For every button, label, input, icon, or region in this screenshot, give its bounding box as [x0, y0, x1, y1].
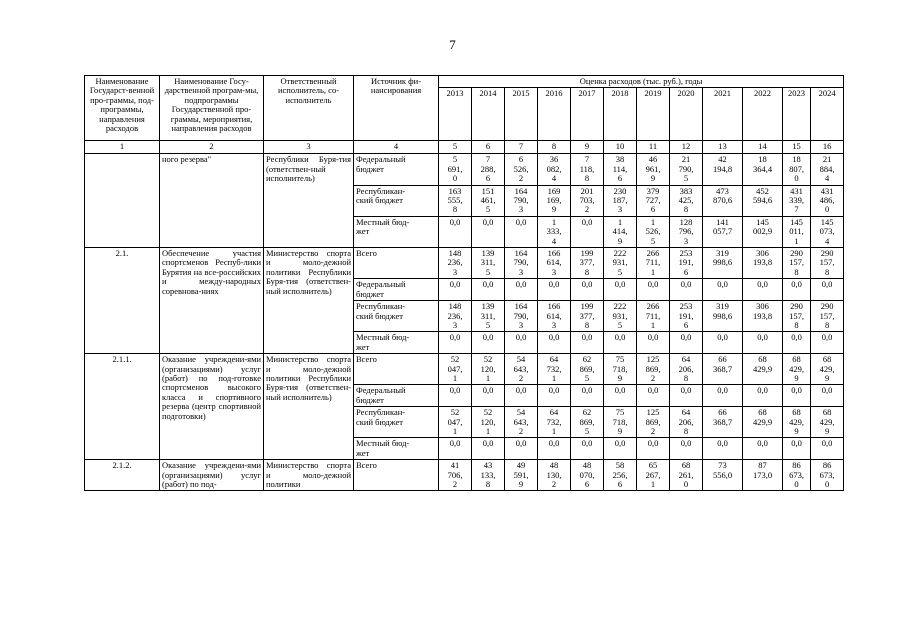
expense-value: 383 425, 8 [670, 185, 703, 216]
expense-value: 431 339, 7 [783, 185, 811, 216]
expense-value: 0,0 [538, 385, 571, 407]
item-name: Оказание учреждени-ями (организациями) услуг (работ) по под- [160, 460, 264, 491]
expense-value: 0,0 [637, 279, 670, 301]
expense-value: 222 931, 5 [604, 248, 637, 279]
expense-value: 62 869, 5 [571, 407, 604, 438]
year-header: 2013 [439, 88, 472, 141]
funding-source: Федеральный бюджет [354, 279, 439, 301]
expense-value: 0,0 [811, 385, 844, 407]
expense-value: 0,0 [604, 279, 637, 301]
item-executor: Министерство спорта и моло-дежной политики [264, 460, 354, 491]
column-index: 8 [538, 141, 571, 154]
expense-value: 68 429, 9 [811, 354, 844, 385]
year-header: 2016 [538, 88, 571, 141]
expense-value: 64 732, 1 [538, 407, 571, 438]
expense-value: 52 120, 1 [472, 354, 505, 385]
expense-value: 0,0 [783, 332, 811, 354]
expense-value: 43 133, 8 [472, 460, 505, 491]
expense-value: 0,0 [670, 279, 703, 301]
expense-value: 0,0 [783, 438, 811, 460]
expense-value: 21 790, 5 [670, 154, 703, 185]
expense-value: 0,0 [811, 279, 844, 301]
expense-value: 46 961, 9 [637, 154, 670, 185]
year-header: 2014 [472, 88, 505, 141]
expense-value: 431 486, 0 [811, 185, 844, 216]
expense-value: 64 732, 1 [538, 354, 571, 385]
expense-value: 0,0 [439, 216, 472, 247]
expense-value: 201 703, 2 [571, 185, 604, 216]
funding-source: Федеральный бюджет [354, 385, 439, 407]
expense-value: 7 118, 8 [571, 154, 604, 185]
item-code: 2.1.1. [85, 354, 160, 460]
column-index: 5 [439, 141, 472, 154]
year-header: 2015 [505, 88, 538, 141]
column-index: 6 [472, 141, 505, 154]
funding-source: Всего [354, 248, 439, 279]
expense-value: 125 869, 2 [637, 354, 670, 385]
column-index: 9 [571, 141, 604, 154]
expense-value: 0,0 [472, 332, 505, 354]
expense-value: 141 057,7 [703, 216, 743, 247]
expense-value: 0,0 [571, 279, 604, 301]
year-header: 2017 [571, 88, 604, 141]
expense-value: 52 047, 1 [439, 407, 472, 438]
funding-source: Местный бюд- жет [354, 216, 439, 247]
expense-value: 148 236, 3 [439, 301, 472, 332]
expense-value: 151 461, 5 [472, 185, 505, 216]
expense-value: 49 591, 9 [505, 460, 538, 491]
expense-value: 38 114, 6 [604, 154, 637, 185]
expense-value: 0,0 [637, 332, 670, 354]
expense-value: 145 002,9 [743, 216, 783, 247]
expense-value: 86 673, 0 [783, 460, 811, 491]
expense-value: 21 884, 4 [811, 154, 844, 185]
expense-value: 54 643, 2 [505, 354, 538, 385]
expense-value: 0,0 [811, 438, 844, 460]
expense-value: 222 931, 5 [604, 301, 637, 332]
header-funding-source: Источник фи-нансирования [354, 76, 439, 141]
expense-value: 1 333, 4 [538, 216, 571, 247]
expense-value: 58 256, 6 [604, 460, 637, 491]
expense-value: 290 157, 8 [811, 301, 844, 332]
item-executor: Министерство спорта и моло-дежной политики Республики Буря-тия (ответствен-ный исполнитель) [264, 248, 354, 354]
year-header: 2019 [637, 88, 670, 141]
expense-value: 139 311, 5 [472, 248, 505, 279]
table-row [85, 354, 844, 385]
funding-source: Всего [354, 354, 439, 385]
column-index: 12 [670, 141, 703, 154]
header-measure-name: Наименование Госу-дарственной програм-мы, подпрограммы Государственной про-граммы, мероприятия, направления расходов [160, 76, 264, 141]
funding-source: Республикан- ский бюджет [354, 185, 439, 216]
expense-value: 128 796, 3 [670, 216, 703, 247]
expense-value: 0,0 [505, 216, 538, 247]
expense-value: 125 869, 2 [637, 407, 670, 438]
expense-value: 42 194,8 [703, 154, 743, 185]
column-index: 14 [743, 141, 783, 154]
expense-value: 0,0 [743, 279, 783, 301]
item-name: ного резерва" [160, 154, 264, 248]
expense-value: 0,0 [604, 332, 637, 354]
column-index: 4 [354, 141, 439, 154]
year-header: 2023 [783, 88, 811, 141]
expense-value: 68 429, 9 [783, 407, 811, 438]
column-index: 1 [85, 141, 160, 154]
expense-value: 73 556,0 [703, 460, 743, 491]
expense-value: 68 429, 9 [811, 407, 844, 438]
expense-value: 0,0 [783, 385, 811, 407]
expense-value: 473 870,6 [703, 185, 743, 216]
expense-value: 87 173,0 [743, 460, 783, 491]
item-code: 2.1.2. [85, 460, 160, 491]
expense-value: 0,0 [637, 385, 670, 407]
expense-value: 52 047, 1 [439, 354, 472, 385]
expense-value: 0,0 [703, 385, 743, 407]
expense-value: 319 998,6 [703, 248, 743, 279]
expense-value: 0,0 [571, 216, 604, 247]
column-index: 15 [783, 141, 811, 154]
year-header: 2024 [811, 88, 844, 141]
expense-value: 66 368,7 [703, 354, 743, 385]
expense-value: 319 998,6 [703, 301, 743, 332]
expense-value: 36 082, 4 [538, 154, 571, 185]
item-executor: Республики Буря-тия (ответствен-ный исполнитель) [264, 154, 354, 248]
expense-value: 48 130, 2 [538, 460, 571, 491]
header-executor: Ответственный исполнитель, со-исполнитель [264, 76, 354, 141]
expense-value: 290 157, 8 [811, 248, 844, 279]
expense-value: 0,0 [670, 385, 703, 407]
expense-value: 5 691, 0 [439, 154, 472, 185]
funding-source: Местный бюд- жет [354, 332, 439, 354]
column-index: 11 [637, 141, 670, 154]
expense-value: 48 070, 6 [571, 460, 604, 491]
expense-value: 290 157, 8 [783, 248, 811, 279]
expense-value: 18 807, 0 [783, 154, 811, 185]
table-row [85, 248, 844, 279]
expense-value: 18 364,4 [743, 154, 783, 185]
expense-value: 0,0 [604, 385, 637, 407]
expense-value: 169 169, 9 [538, 185, 571, 216]
expense-value: 0,0 [472, 216, 505, 247]
funding-source: Местный бюд- жет [354, 438, 439, 460]
header-program-name: Наименование Государст-венной про-граммы, под-программы, направления расходов [85, 76, 160, 141]
expense-value: 0,0 [472, 279, 505, 301]
expense-value: 0,0 [670, 438, 703, 460]
expense-value: 75 718, 9 [604, 407, 637, 438]
expense-value: 164 790, 3 [505, 185, 538, 216]
expense-value: 66 368,7 [703, 407, 743, 438]
funding-source: Всего [354, 460, 439, 491]
funding-source: Республикан- ский бюджет [354, 301, 439, 332]
column-index: 7 [505, 141, 538, 154]
expense-value: 0,0 [505, 332, 538, 354]
funding-source: Республикан- ский бюджет [354, 407, 439, 438]
expense-value: 199 377, 8 [571, 248, 604, 279]
expense-value: 0,0 [637, 438, 670, 460]
expense-value: 68 429,9 [743, 407, 783, 438]
expense-value: 68 261, 0 [670, 460, 703, 491]
expense-value: 0,0 [538, 438, 571, 460]
expense-value: 0,0 [670, 332, 703, 354]
expense-value: 0,0 [472, 385, 505, 407]
expense-value: 148 236, 3 [439, 248, 472, 279]
expense-value: 0,0 [505, 385, 538, 407]
column-index: 3 [264, 141, 354, 154]
expense-value: 0,0 [743, 332, 783, 354]
expense-value: 0,0 [505, 279, 538, 301]
header-expense-estimate: Оценка расходов (тыс. руб.), годы [439, 76, 844, 88]
expense-value: 266 711, 1 [637, 248, 670, 279]
expense-value: 75 718, 9 [604, 354, 637, 385]
expense-value: 68 429,9 [743, 354, 783, 385]
expense-value: 62 869, 5 [571, 354, 604, 385]
expense-value: 7 288, 6 [472, 154, 505, 185]
expense-value: 52 120, 1 [472, 407, 505, 438]
expense-value: 0,0 [743, 385, 783, 407]
column-index-row [85, 141, 844, 154]
expense-value: 163 555, 8 [439, 185, 472, 216]
expense-value: 0,0 [703, 332, 743, 354]
expense-value: 145 073, 4 [811, 216, 844, 247]
expense-value: 0,0 [811, 332, 844, 354]
expense-value: 0,0 [783, 279, 811, 301]
expense-value: 0,0 [538, 279, 571, 301]
expense-value: 306 193,8 [743, 248, 783, 279]
expense-value: 139 311, 5 [472, 301, 505, 332]
column-index: 10 [604, 141, 637, 154]
expense-value: 145 011, 1 [783, 216, 811, 247]
expense-value: 68 429, 9 [783, 354, 811, 385]
year-header: 2018 [604, 88, 637, 141]
year-header: 2021 [703, 88, 743, 141]
expense-value: 41 706, 2 [439, 460, 472, 491]
expense-value: 0,0 [743, 438, 783, 460]
expense-value: 166 614, 3 [538, 301, 571, 332]
item-name: Обеспечение участия спортсменов Респуб-лики Бурятия на все-российских и между-народных соревнова-ниях [160, 248, 264, 354]
funding-source: Федеральный бюджет [354, 154, 439, 185]
expense-value: 0,0 [604, 438, 637, 460]
column-index: 2 [160, 141, 264, 154]
expense-value: 164 790, 3 [505, 248, 538, 279]
expense-value: 166 614, 3 [538, 248, 571, 279]
item-code [85, 154, 160, 248]
table-row [85, 460, 844, 491]
item-code: 2.1. [85, 248, 160, 354]
item-name: Оказание учреждени-ями (организациями) услуг (работ) по под-готовке спортсменов высокого класса и спортивного резерва (центр спортивной подготовки) [160, 354, 264, 460]
expense-value: 0,0 [439, 332, 472, 354]
expense-value: 0,0 [703, 438, 743, 460]
expense-value: 0,0 [538, 332, 571, 354]
expense-value: 64 206, 8 [670, 354, 703, 385]
expense-value: 0,0 [439, 438, 472, 460]
budget-table [84, 75, 844, 491]
table-row [85, 154, 844, 185]
expense-value: 54 643, 2 [505, 407, 538, 438]
expense-value: 164 790, 3 [505, 301, 538, 332]
expense-value: 0,0 [439, 279, 472, 301]
expense-value: 266 711, 1 [637, 301, 670, 332]
expense-value: 6 526, 2 [505, 154, 538, 185]
expense-value: 379 727, 6 [637, 185, 670, 216]
year-header: 2022 [743, 88, 783, 141]
page-number: 7 [449, 37, 456, 52]
expense-value: 253 191, 6 [670, 248, 703, 279]
expense-value: 253 191, 6 [670, 301, 703, 332]
item-executor: Министерство спорта и моло-дежной политики Республики Буря-тия (ответствен-ный исполнитель) [264, 354, 354, 460]
expense-value: 0,0 [571, 332, 604, 354]
expense-value: 452 594,6 [743, 185, 783, 216]
column-index: 16 [811, 141, 844, 154]
year-header: 2020 [670, 88, 703, 141]
expense-value: 65 267, 1 [637, 460, 670, 491]
expense-value: 199 377, 8 [571, 301, 604, 332]
expense-value: 0,0 [703, 279, 743, 301]
expense-value: 0,0 [571, 438, 604, 460]
expense-value: 1 526, 5 [637, 216, 670, 247]
expense-value: 64 206, 8 [670, 407, 703, 438]
expense-value: 290 157, 8 [783, 301, 811, 332]
expense-value: 1 414, 9 [604, 216, 637, 247]
expense-value: 230 187, 3 [604, 185, 637, 216]
table-body [85, 154, 844, 491]
expense-value: 0,0 [472, 438, 505, 460]
expense-value: 0,0 [571, 385, 604, 407]
expense-value: 86 673, 0 [811, 460, 844, 491]
column-index: 13 [703, 141, 743, 154]
expense-value: 306 193,8 [743, 301, 783, 332]
expense-value: 0,0 [505, 438, 538, 460]
expense-value: 0,0 [439, 385, 472, 407]
